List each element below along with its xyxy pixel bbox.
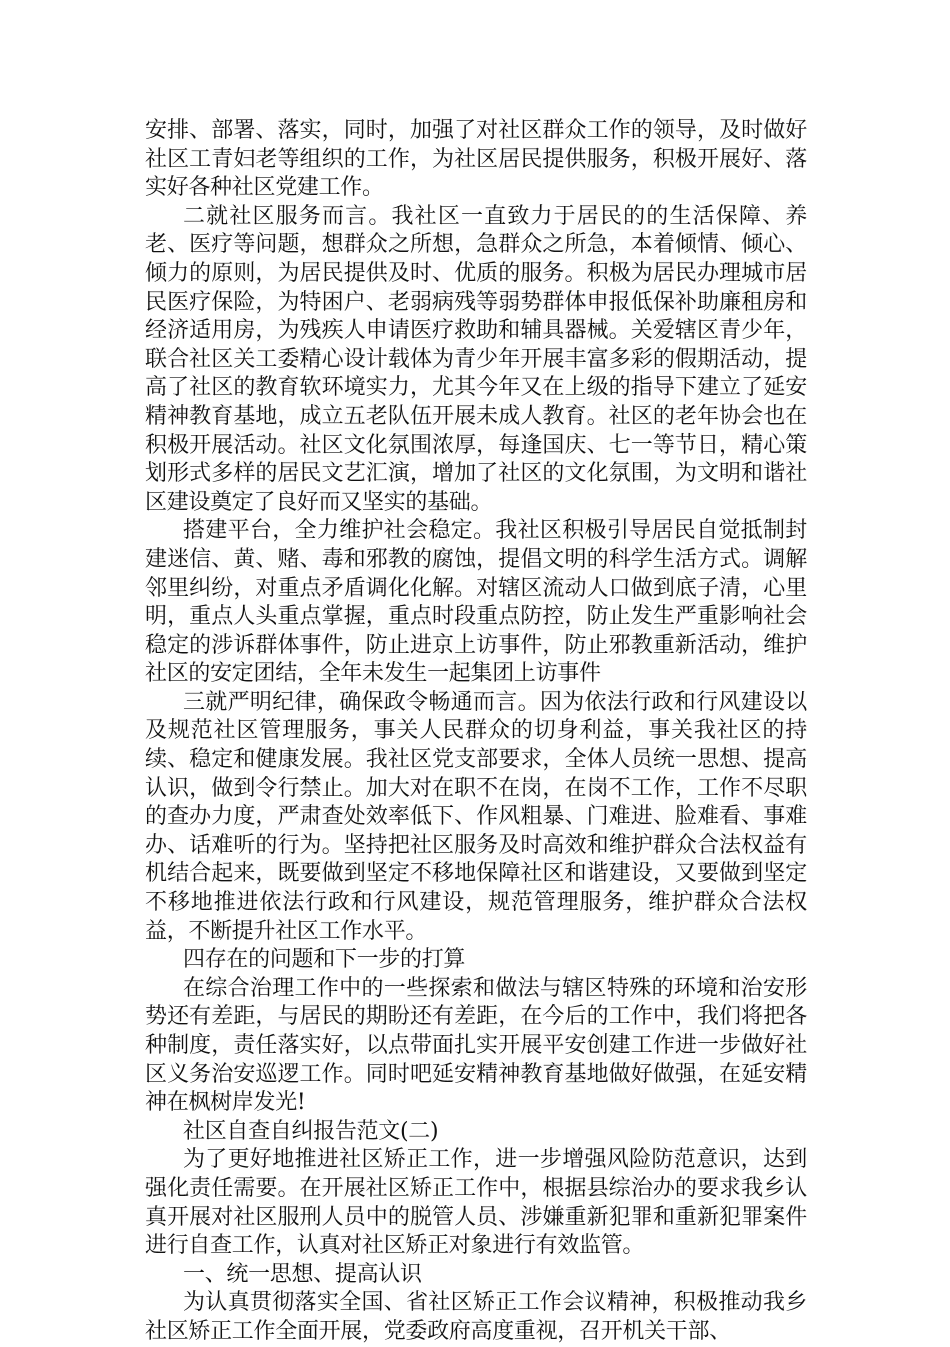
paragraph-correction-intro: 为了更好地推进社区矫正工作，进一步增强风险防范意识，达到强化责任需要。在开展社区矫正工作中，根据县综治办的要求我乡认真开展对社区服刑人员中的脱管人员、涉嫌重新犯罪和重新犯罪案件进行自查工作，认真对社区矫正对象进行有效监管。: [145, 1147, 807, 1259]
heading-problems-and-plans: 四存在的问题和下一步的打算: [183, 947, 466, 973]
paragraph-discipline: 三就严明纪律，确保政令畅通而言。因为依法行政和行风建设以及规范社区管理服务，事关人民群众的切身利益，事关我社区的持续、稳定和健康发展。我社区党支部要求，全体人员统一思想、提高认识，做到令行禁止。加大对在职不在岗，在岗不工作，工作不尽职的查办力度，严肃查处效率低下、作风粗暴、门难进、脸难看、事难办、话难听的行为。坚持把社区服务及时高效和维护群众合法权益有机结合起来，既要做到坚定不移地保障社区和谐建设，又要做到坚定不移地推进依法行政和行风建设，规范管理服务，维护群众合法权益，不断提升社区工作水平。: [145, 689, 807, 944]
paragraph-implementation: 为认真贯彻落实全国、省社区矫正工作会议精神，积极推动我乡社区矫正工作全面开展，党委政府高度重视，召开机关干部、: [145, 1290, 807, 1344]
paragraph-social-stability: 搭建平台，全力维护社会稳定。我社区积极引导居民自觉抵制封建迷信、黄、赌、毒和邪教的腐蚀，提倡文明的科学生活方式。调解邻里纠纷，对重点矛盾调化化解。对辖区流动人口做到底子清，心里明，重点人头重点掌握，重点时段重点防控，防止发生严重影响社会稳定的涉诉群体事件，防止进京上访事件，防止邪教重新活动，维护社区的安定团结，全年未发生一起集团上访事件: [145, 518, 807, 687]
heading-report-sample-two: 社区自查自纠报告范文(二): [183, 1118, 439, 1144]
document-page: [145, 117, 807, 1347]
paragraph-community-service: 二就社区服务而言。我社区一直致力于居民的的生活保障、养老、医疗等问题，想群众之所想，急群众之所急，本着倾情、倾心、倾力的原则，为居民提供及时、优质的服务。积极为居民办理城市居民医疗保险，为特困户、老弱病残等弱势群体申报低保补助廉租房和经济适用房，为残疾人申请医疗救助和辅具器械。关爱辖区青少年，联合社区关工委精心设计载体为青少年开展丰富多彩的假期活动，提高了社区的教育软环境实力，尤其今年又在上级的指导下建立了延安精神教育基地，成立五老队伍开展未成人教育。社区的老年协会也在积极开展活动。社区文化氛围浓厚，每逢国庆、七一等节日，精心策划形式多样的居民文艺汇演，增加了社区的文化氛围，为文明和谐社区建设奠定了良好而又坚实的基础。: [145, 203, 807, 515]
paragraph-problems: 在综合治理工作中的一些探索和做法与辖区特殊的环境和治安形势还有差距，与居民的期盼还有差距，在今后的工作中，我们将把各种制度，责任落实好，以点带面扎实开展平安创建工作进一步做好社区义务治安巡逻工作。同时吧延安精神教育基地做好做强，在延安精神在枫树岸发光!: [145, 975, 807, 1116]
heading-unify-thinking: 一、统一思想、提高认识: [183, 1261, 422, 1287]
paragraph-1: 安排、部署、落实，同时，加强了对社区群众工作的领导，及时做好社区工青妇老等组织的工作，为社区居民提供服务，积极开展好、落实好各种社区党建工作。: [145, 118, 807, 201]
